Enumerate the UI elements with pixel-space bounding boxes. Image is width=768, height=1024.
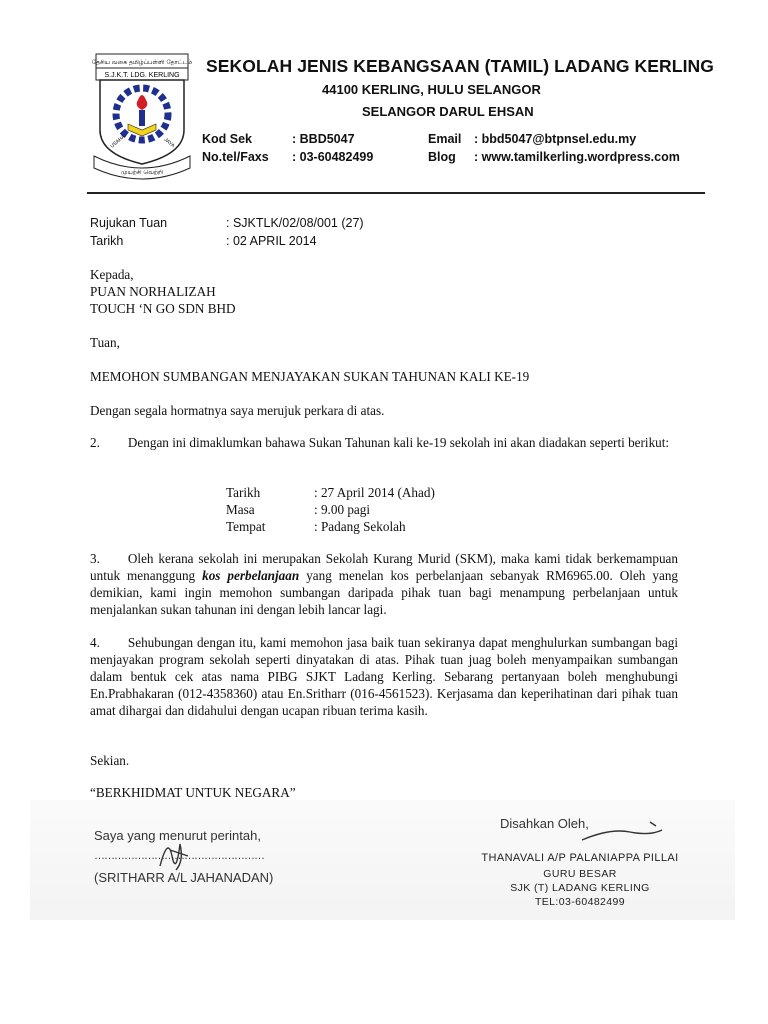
event-row <box>226 518 435 535</box>
header-divider <box>87 192 705 194</box>
logo-top-text: தேசிய வகை தமிழ்ப்பள்ளி தோட்டம் <box>92 59 192 66</box>
motto: “BERKHIDMAT UNTUK NEGARA” <box>90 785 296 800</box>
event-label: Tarikh <box>226 485 261 500</box>
recipient-block <box>90 266 236 317</box>
event-label: Tempat <box>226 519 266 534</box>
paragraph-2 <box>90 434 678 451</box>
school-logo <box>92 52 192 182</box>
kod-sek-label: Kod Sek <box>202 132 253 146</box>
email-label: Email <box>428 132 462 146</box>
logo-mid-text: S.J.K.T. LDG. KERLING <box>104 72 180 79</box>
logo-right-word: JAYA <box>162 136 176 150</box>
paragraph-2-text: Dengan ini dimaklumkan bahawa Sukan Tahunan kali ke-19 sekolah ini akan diadakan seperti berikut: <box>127 435 670 450</box>
recipient-company: TOUCH ‘N GO SDN BHD <box>90 301 236 316</box>
signature-left-name: (SRITHARR A/L JAHANADAN) <box>94 870 274 885</box>
blog-value: : www.tamilkerling.wordpress.com <box>474 150 680 164</box>
rujukan-label: Rujukan Tuan <box>90 216 168 230</box>
opening-line: Dengan segala hormatnya saya merujuk perkara di atas. <box>90 403 385 418</box>
stamp-name: THANAVALI A/P PALANIAPPA PILLAI <box>481 852 679 864</box>
address-line-1: 44100 KERLING, HULU SELANGOR <box>322 82 541 97</box>
recipient-name: PUAN NORHALIZAH <box>90 284 216 299</box>
logo-bottom-text: முயற்சி வெற்றி <box>120 169 164 176</box>
event-label: Masa <box>226 502 255 517</box>
signature-right-line1: Disahkan Oleh, <box>500 816 589 831</box>
paragraph-3-text-b: yang menelan kos perbelanjaan sebanyak RM6965.00. Oleh yang demikian, kami ingin memohon sumbangan daripada pihak tuan bagi menampung perbelanjaan untuk menjalankan sukan tahunan ini dengan lebih lancar lagi. <box>90 568 678 617</box>
paragraph-3-text-a: Oleh kerana sekolah ini merupakan Sekolah Kurang Murid (SKM), maka kami tidak berkemampuan untuk menanggung <box>90 551 678 583</box>
tel-value: : 03-60482499 <box>292 150 374 164</box>
paragraph-3-number: 3. <box>90 551 100 566</box>
tel-label: No.tel/Faxs <box>202 150 269 164</box>
address-line-2: SELANGOR DARUL EHSAN <box>362 104 534 119</box>
event-row <box>226 484 435 501</box>
stamp-tel: TEL:03-60482499 <box>534 896 626 908</box>
event-details <box>226 484 435 535</box>
event-value: : Padang Sekolah <box>314 519 406 534</box>
stamp-title: GURU BESAR <box>543 868 617 880</box>
tarikh-label: Tarikh <box>90 234 124 248</box>
salutation: Tuan, <box>90 335 120 350</box>
event-row <box>226 501 435 518</box>
closing: Sekian. <box>90 753 130 768</box>
school-name: SEKOLAH JENIS KEBANGSAAN (TAMIL) LADANG KERLING <box>206 56 714 76</box>
event-value: : 9.00 pagi <box>314 502 371 517</box>
recipient-line-1: Kepada, <box>90 267 134 282</box>
subject: MEMOHON SUMBANGAN MENJAYAKAN SUKAN TAHUNAN KALI KE-19 <box>90 369 530 384</box>
paragraph-3 <box>90 550 678 618</box>
tarikh-value: : 02 APRIL 2014 <box>226 234 317 248</box>
stamp-school: SJK (T) LADANG KERLING <box>510 882 650 894</box>
paragraph-4 <box>90 634 678 719</box>
signature-left-line1: Saya yang menurut perintah, <box>94 828 261 843</box>
paragraph-2-number: 2. <box>90 435 100 450</box>
paragraph-4-text: Sehubungan dengan itu, kami memohon jasa baik tuan sekiranya dapat menghulurkan sumbangan bagi menjayakan program sekolah seperti dinyatakan di atas. Pihak tuan juag boleh menyampaikan sumbangan dalam bentuk cek atas nama PIBG SJKT Ladang Kerling. Sebarang pertanyaan boleh menghubungi En.Prabhakaran (012-4358360) atau En.Sritharr (016-4561523). Kerjasama dan keperihatinan dari pihak tuan amat dihargai dan didahului dengan ucapan ribuan terima kasih. <box>90 635 678 718</box>
email-value: : bbd5047@btpnsel.edu.my <box>474 132 637 146</box>
rujukan-value: : SJKTLK/02/08/001 (27) <box>226 216 364 230</box>
signature-right-scribble <box>580 818 670 848</box>
kod-sek-value: : BBD5047 <box>292 132 355 146</box>
blog-label: Blog <box>428 150 456 164</box>
event-value: : 27 April 2014 (Ahad) <box>314 485 435 500</box>
signature-left-dots: …………………………………………… <box>94 850 264 862</box>
paragraph-3-emphasis: kos perbelanjaan <box>202 568 300 583</box>
logo-left-word: USAHA <box>109 133 127 150</box>
paragraph-4-number: 4. <box>90 635 100 650</box>
signature-left-scribble <box>150 826 200 876</box>
